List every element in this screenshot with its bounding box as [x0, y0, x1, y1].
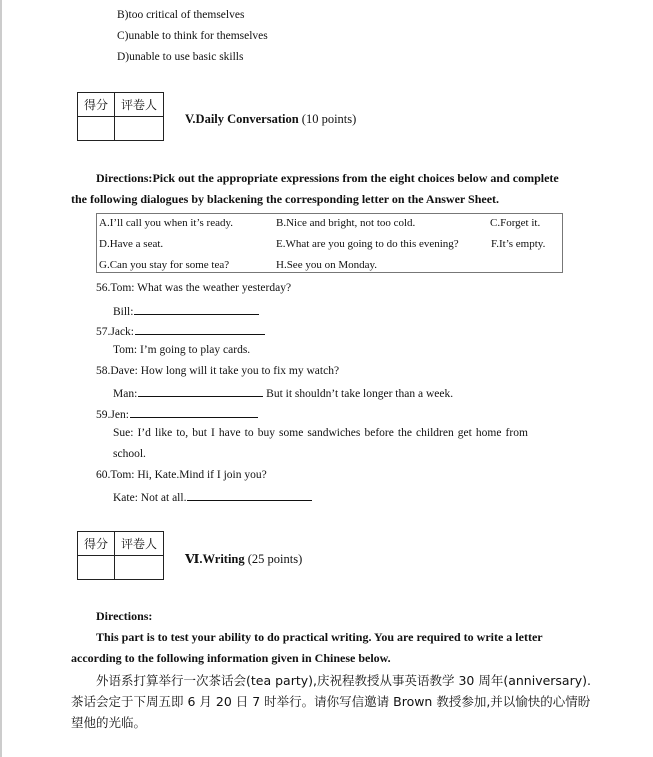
choices-box	[96, 213, 563, 273]
section5-directions-2: the following dialogues by blackening the corresponding letter on the Answer Sheet.	[71, 192, 500, 206]
q60-line1: 60.Tom: Hi, Kate.Mind if I join you?	[96, 469, 267, 481]
chinese-info-3: 望他的光临。	[71, 715, 147, 730]
grader-label: 评卷人	[115, 93, 164, 117]
q56-speaker: Bill:	[113, 306, 134, 318]
q59-line1	[96, 406, 258, 421]
grader-label: 评卷人	[115, 532, 164, 556]
choice-f: F.It’s empty.	[491, 238, 546, 250]
choice-d: D.Have a seat.	[99, 238, 164, 250]
score-box-section6	[77, 531, 164, 580]
q60-speaker: Kate: Not at all.	[113, 492, 187, 504]
q58-tail: But it shouldn’t take longer than a week.	[266, 388, 454, 400]
q58-line1: 58.Dave: How long will it take you to fix my watch?	[96, 365, 340, 377]
answer-blank-57[interactable]	[135, 323, 265, 335]
q57-speaker: 57.Jack:	[96, 326, 135, 338]
q57-line2: Tom: I’m going to play cards.	[113, 344, 251, 356]
choice-b: B.Nice and bright, not too cold.	[276, 217, 416, 229]
answer-blank-58[interactable]	[138, 385, 263, 397]
q59-line2: Sue: I’d like to, but I have to buy some sandwiches before the children get home from	[113, 427, 528, 439]
grader-cell	[115, 556, 164, 580]
section5-heading	[185, 112, 356, 127]
q56-line1: 56.Tom: What was the weather yesterday?	[96, 282, 292, 294]
choice-g: G.Can you stay for some tea?	[99, 259, 230, 271]
score-label: 得分	[78, 93, 115, 117]
section5-directions-1	[96, 171, 559, 186]
q58-speaker: Man:	[113, 388, 138, 400]
choice-a: A.I’ll call you when it’s ready.	[99, 217, 233, 229]
score-cell	[78, 556, 115, 580]
answer-blank-60[interactable]	[187, 489, 312, 501]
option-c: C)unable to think for themselves	[117, 30, 268, 42]
score-label: 得分	[78, 532, 115, 556]
grader-cell	[115, 117, 164, 141]
option-d: D)unable to use basic skills	[117, 51, 244, 63]
section6-directions-2: according to the following information given in Chinese below.	[71, 651, 391, 665]
section6-points: (25 points)	[247, 552, 303, 566]
directions-text-1: Pick out the appropriate expressions from the eight choices below and complete	[152, 171, 559, 185]
score-box-section5	[77, 92, 164, 141]
choice-e: E.What are you going to do this evening?	[276, 238, 459, 250]
score-cell	[78, 117, 115, 141]
q59-speaker: 59.Jen:	[96, 409, 129, 421]
page-edge	[0, 0, 2, 757]
section5-points: (10 points)	[301, 112, 357, 126]
section6-directions-1: This part is to test your ability to do practical writing. You are required to write a letter	[96, 630, 543, 644]
section5-title: V.Daily Conversation	[185, 112, 299, 126]
q58-line2	[113, 385, 453, 400]
answer-blank-59[interactable]	[130, 406, 258, 418]
q57-line1	[96, 323, 265, 338]
q59-line3: school.	[113, 448, 146, 460]
q56-line2	[113, 303, 259, 318]
directions-label: Directions:	[96, 171, 153, 185]
choice-h: H.See you on Monday.	[276, 259, 378, 271]
section6-title: Ⅵ.Writing	[185, 552, 245, 566]
answer-blank-56[interactable]	[134, 303, 259, 315]
section6-directions-label: Directions:	[96, 609, 153, 623]
chinese-info-2: 茶话会定于下周五即 6 月 20 日 7 时举行。请你写信邀请 Brown 教授参加,并以愉快的心情盼	[71, 694, 591, 709]
q60-line2	[113, 489, 312, 504]
option-b: B)too critical of themselves	[117, 9, 245, 21]
choice-c: C.Forget it.	[490, 217, 541, 229]
section6-heading	[185, 551, 302, 567]
chinese-info-1: 外语系打算举行一次茶话会(tea party),庆祝程教授从事英语教学 30 周年(anniversary).	[96, 673, 591, 688]
